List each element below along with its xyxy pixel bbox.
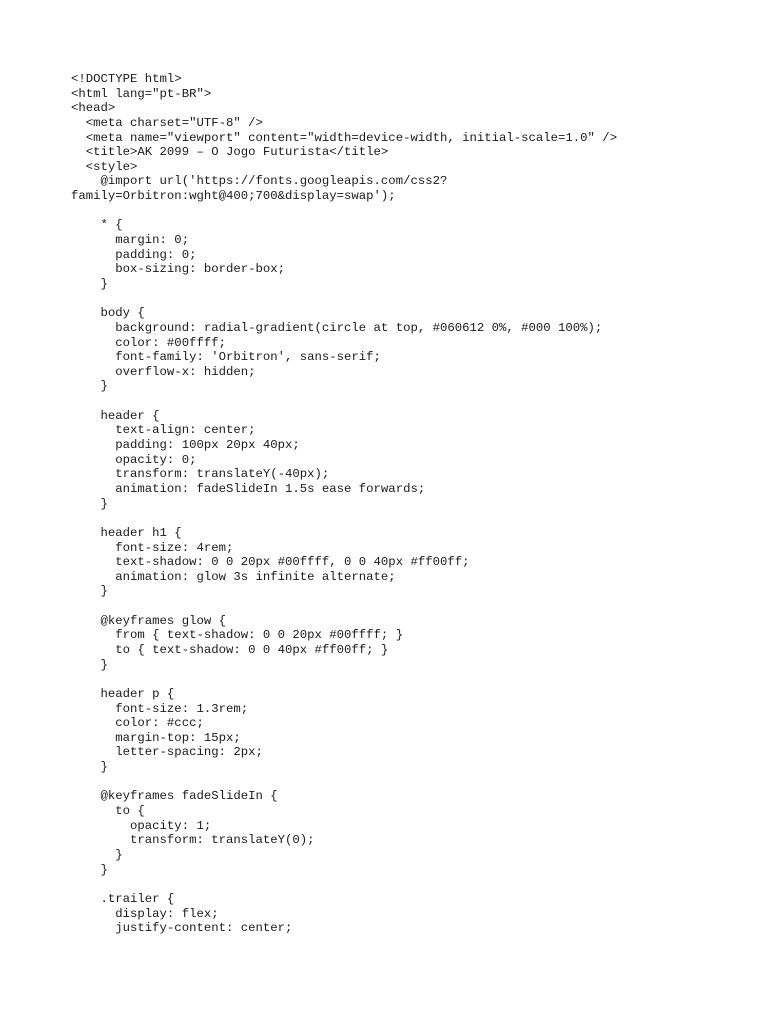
code-line: <head> bbox=[71, 101, 116, 116]
code-line bbox=[71, 511, 748, 526]
code-line: } bbox=[71, 276, 108, 291]
code-line: } bbox=[71, 496, 108, 511]
code-line: transform: translateY(0); bbox=[71, 833, 315, 848]
code-line: .trailer { bbox=[71, 891, 175, 906]
code-line: animation: glow 3s infinite alternate; bbox=[71, 569, 396, 584]
code-line: <title>AK 2099 – O Jogo Futurista</title> bbox=[71, 145, 389, 160]
code-line: margin: 0; bbox=[71, 233, 190, 248]
code-line: box-sizing: border-box; bbox=[71, 262, 286, 277]
code-line: } bbox=[71, 584, 108, 599]
code-line: font-family: 'Orbitron', sans-serif; bbox=[71, 350, 381, 365]
code-line: text-align: center; bbox=[71, 423, 256, 438]
code-line: @import url('https://fonts.googleapis.com/css2? bbox=[71, 174, 448, 189]
code-line: header p { bbox=[71, 686, 175, 701]
code-line: margin-top: 15px; bbox=[71, 730, 241, 745]
code-line: text-shadow: 0 0 20px #00ffff, 0 0 40px #ff00ff; bbox=[71, 555, 470, 570]
code-line: header h1 { bbox=[71, 525, 182, 540]
code-line: <meta name="viewport" content="width=device-width, initial-scale=1.0" /> bbox=[71, 130, 618, 145]
code-line bbox=[71, 204, 748, 219]
code-line bbox=[71, 599, 748, 614]
code-line: @keyframes glow { bbox=[71, 613, 226, 628]
code-line: padding: 0; bbox=[71, 247, 197, 262]
code-line: from { text-shadow: 0 0 20px #00ffff; } bbox=[71, 628, 404, 643]
code-line: } bbox=[71, 862, 108, 877]
code-line: color: #00ffff; bbox=[71, 335, 226, 350]
code-line: to { text-shadow: 0 0 40px #ff00ff; } bbox=[71, 642, 389, 657]
code-line: header { bbox=[71, 408, 160, 423]
code-line: color: #ccc; bbox=[71, 716, 204, 731]
code-line: justify-content: center; bbox=[71, 921, 293, 936]
code-line: to { bbox=[71, 804, 145, 819]
code-line: font-size: 4rem; bbox=[71, 540, 234, 555]
code-line: padding: 100px 20px 40px; bbox=[71, 438, 300, 453]
code-line: transform: translateY(-40px); bbox=[71, 467, 330, 482]
code-line: font-size: 1.3rem; bbox=[71, 701, 249, 716]
code-line: overflow-x: hidden; bbox=[71, 364, 256, 379]
code-line: background: radial-gradient(circle at top, #060612 0%, #000 100%); bbox=[71, 320, 603, 335]
code-line bbox=[71, 775, 748, 790]
code-line: <style> bbox=[71, 159, 138, 174]
code-line: } bbox=[71, 760, 108, 775]
code-line: opacity: 0; bbox=[71, 452, 197, 467]
code-line bbox=[71, 672, 748, 687]
code-line: } bbox=[71, 379, 108, 394]
code-line: animation: fadeSlideIn 1.5s ease forwards; bbox=[71, 481, 426, 496]
code-line: } bbox=[71, 657, 108, 672]
code-line bbox=[71, 877, 748, 892]
code-listing bbox=[71, 72, 748, 936]
code-line: opacity: 1; bbox=[71, 818, 212, 833]
code-line bbox=[71, 394, 748, 409]
code-line: display: flex; bbox=[71, 906, 219, 921]
code-line bbox=[71, 292, 748, 307]
code-line: body { bbox=[71, 306, 145, 321]
code-line: @keyframes fadeSlideIn { bbox=[71, 789, 278, 804]
code-line: <meta charset="UTF-8" /> bbox=[71, 115, 263, 130]
code-line: letter-spacing: 2px; bbox=[71, 745, 263, 760]
code-line: <!DOCTYPE html> bbox=[71, 72, 182, 86]
code-line: * { bbox=[71, 218, 123, 233]
code-line: <html lang="pt-BR"> bbox=[71, 86, 212, 101]
code-line: family=Orbitron:wght@400;700&display=swap'); bbox=[71, 189, 396, 204]
code-line: } bbox=[71, 847, 123, 862]
